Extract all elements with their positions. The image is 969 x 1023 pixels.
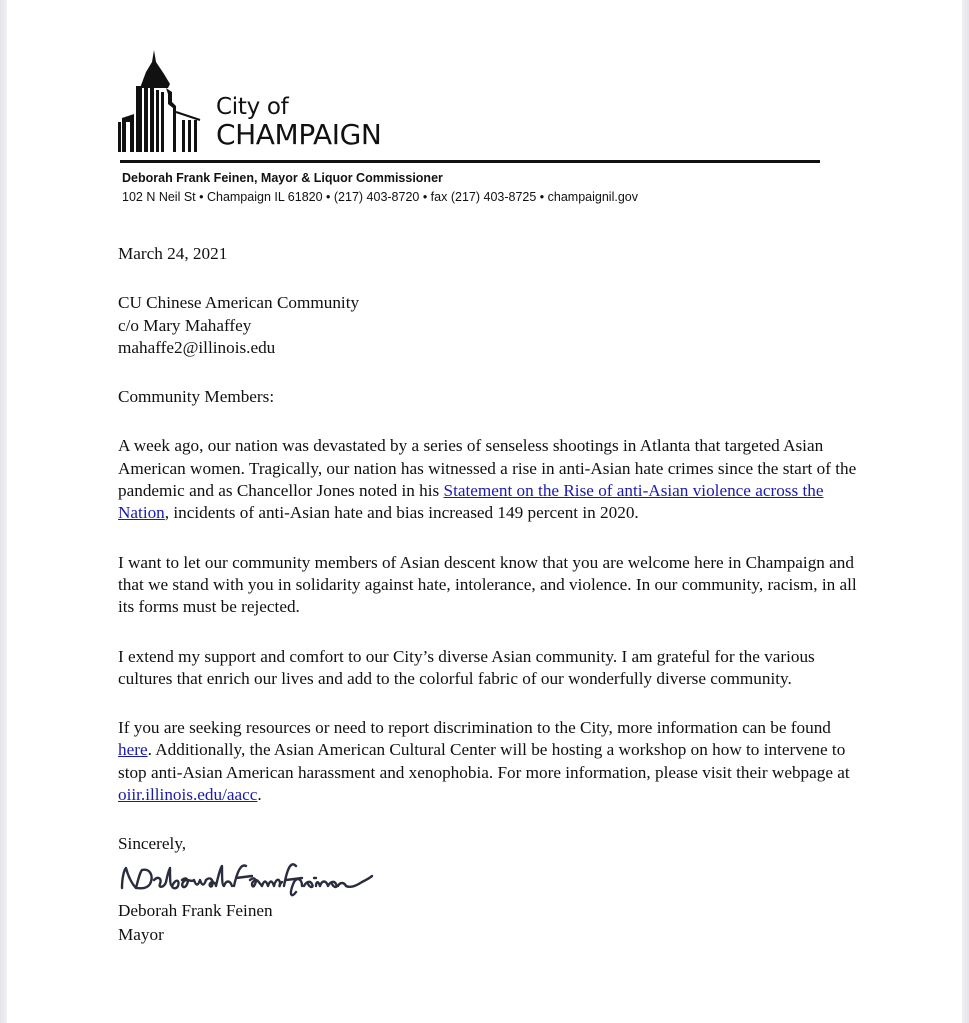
- letterhead-official: Deborah Frank Feinen, Mayor & Liquor Commissioner: [122, 171, 443, 185]
- paragraph-1-text-b: , incidents of anti-Asian hate and bias increased 149 percent in 2020.: [164, 503, 639, 523]
- letter-date: March 24, 2021: [118, 244, 228, 263]
- handwritten-signature-icon: [116, 858, 858, 900]
- page-edge-right: [962, 0, 969, 1023]
- paragraph-4: [118, 717, 858, 806]
- city-skyline-building-icon: [118, 50, 218, 152]
- salutation: Community Members:: [118, 387, 275, 407]
- page-edge-left: [0, 0, 7, 1023]
- logo-city-of: City of: [216, 94, 289, 120]
- letterhead-address: 102 N Neil St • Champaign IL 61820 • (217) 403-8720 • fax (217) 403-8725 • champaignil.gov: [122, 190, 638, 204]
- recipient-organization: CU Chinese American Community: [118, 293, 360, 313]
- paragraph-4-text-b: . Additionally, the Asian American Cultural Center will be hosting a workshop on how to intervene to stop anti-Asian American harassment and xenophobia. For more information, please visit their webpage at: [118, 740, 850, 782]
- chancellor-statement-link[interactable]: Statement on the Rise of anti-Asian violence across the Nation: [118, 481, 824, 523]
- letter-body: [118, 243, 858, 946]
- signer-title: Mayor: [118, 924, 164, 944]
- resources-here-link[interactable]: here: [118, 740, 148, 760]
- paragraph-1: [118, 435, 858, 524]
- paragraph-3: I extend my support and comfort to our City’s diverse Asian community. I am grateful for the various cultures that enrich our lives and add to the colorful fabric of our wonderfully diverse community.: [118, 646, 815, 688]
- closing: Sincerely,: [118, 834, 187, 854]
- letterhead-divider: [120, 160, 820, 163]
- city-logo-text: [216, 96, 381, 149]
- logo-city-name: CHAMPAIGN: [216, 118, 382, 151]
- paragraph-2: I want to let our community members of Asian descent know that you are welcome here in Champaign and that we stand with you in solidarity against hate, intolerance, and violence. In our community, racism, in all its forms must be rejected.: [118, 552, 857, 617]
- aacc-webpage-link[interactable]: oiir.illinois.edu/aacc: [118, 785, 258, 805]
- recipient-block: [118, 292, 858, 359]
- signer-name: Deborah Frank Feinen: [118, 900, 273, 920]
- paragraph-4-text-a: If you are seeking resources or need to report discrimination to the City, more information can be found: [118, 718, 831, 738]
- recipient-email: mahaffe2@illinois.edu: [118, 337, 276, 357]
- recipient-attention: c/o Mary Mahaffey: [118, 315, 252, 335]
- paragraph-1-text-a: A week ago, our nation was devastated by a series of senseless shootings in Atlanta that targeted Asian American women. Tragically, our nation has witnessed a rise in anti-Asian hate crimes since the start of the pandemic and as Chancellor Jones noted in his: [118, 436, 857, 501]
- paragraph-4-text-c: .: [257, 785, 262, 805]
